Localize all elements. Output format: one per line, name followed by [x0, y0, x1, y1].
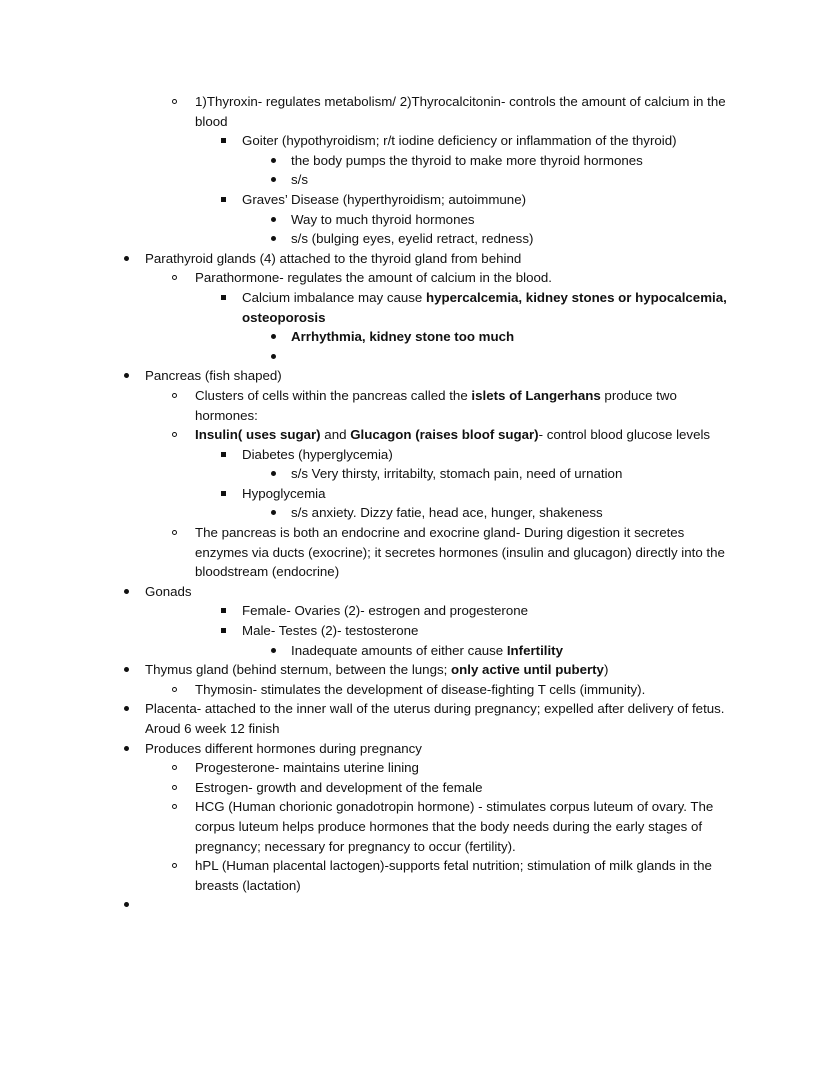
bullet-square-icon: [221, 601, 226, 621]
bullet-disc-icon: [124, 699, 129, 719]
outline-item-text: [195, 425, 730, 445]
text-run-bold: Infertility: [506, 642, 564, 658]
text-run: Thymus gland (behind sternum, between the lungs;: [145, 662, 452, 678]
outline-item-text: [242, 131, 730, 151]
outline-item: [0, 386, 828, 425]
outline-item: [0, 131, 828, 151]
outline-item: [0, 523, 828, 582]
outline-item: [0, 249, 828, 269]
outline-item: [0, 92, 828, 131]
text-run: s/s: [291, 172, 308, 188]
outline-item-text: [291, 641, 730, 661]
outline-item-text: [145, 660, 730, 680]
outline-note-list: [0, 92, 828, 915]
bullet-circle-icon: [172, 386, 177, 406]
outline-item: [0, 503, 828, 523]
text-run: Pancreas (fish shaped): [145, 368, 282, 384]
bullet-circle-icon: [172, 778, 177, 798]
outline-item-text: [195, 386, 730, 425]
text-run: Female- Ovaries (2)- estrogen and progesterone: [242, 603, 529, 619]
outline-item: [0, 484, 828, 504]
outline-item: [0, 229, 828, 249]
text-run: Gonads: [145, 583, 192, 599]
outline-item-text: [195, 268, 730, 288]
bullet-circle-icon: [172, 797, 177, 817]
text-run-bold: Insulin( uses sugar): [195, 427, 321, 443]
outline-item: [0, 268, 828, 288]
text-run: Parathyroid glands (4) attached to the thyroid gland from behind: [145, 250, 522, 266]
outline-item-text: [242, 621, 730, 641]
outline-item-text: [291, 464, 730, 484]
text-run: and: [320, 427, 351, 443]
outline-item-text: [291, 347, 730, 367]
outline-item: [0, 778, 828, 798]
text-run: s/s Very thirsty, irritabilty, stomach pain, need of urnation: [291, 466, 623, 482]
text-run: Parathormone- regulates the amount of calcium in the blood.: [195, 270, 553, 286]
outline-item-text: [145, 739, 730, 759]
text-run: s/s (bulging eyes, eyelid retract, redness): [291, 231, 534, 247]
outline-item-text: [291, 229, 730, 249]
outline-item: [0, 464, 828, 484]
outline-item-text: [291, 327, 730, 347]
bullet-circle-icon: [172, 92, 177, 112]
bullet-disc-icon: [124, 582, 129, 602]
outline-item: [0, 660, 828, 680]
outline-item: [0, 151, 828, 171]
outline-item-text: [195, 797, 730, 856]
outline-item: [0, 170, 828, 190]
outline-item-text: [291, 503, 730, 523]
text-run: Way to much thyroid hormones: [291, 211, 475, 227]
bullet-square-icon: [221, 190, 226, 210]
outline-item-text: [242, 445, 730, 465]
bullet-disc-icon: [271, 229, 276, 249]
outline-item: [0, 366, 828, 386]
outline-item-text: [242, 601, 730, 621]
outline-item: [0, 739, 828, 759]
outline-item: [0, 288, 828, 327]
outline-item: [0, 327, 828, 347]
bullet-disc-icon: [124, 739, 129, 759]
outline-item-text: [195, 92, 730, 131]
outline-item-text: [145, 582, 730, 602]
text-run: Clusters of cells within the pancreas called the: [195, 387, 472, 403]
outline-item: [0, 680, 828, 700]
text-run: HCG (Human chorionic gonadotropin hormone) - stimulates corpus luteum of ovary. The corpus luteum helps produce hormones that the body needs during the early stages of pregnancy; necessary for pregnancy to occur (fertility).: [195, 799, 714, 854]
outline-item-text: [242, 288, 730, 327]
outline-item-text: [242, 190, 730, 210]
bullet-circle-icon: [172, 523, 177, 543]
outline-item-text: [195, 778, 730, 798]
bullet-disc-icon: [271, 210, 276, 230]
outline-item-text: [145, 895, 730, 915]
text-run-bold: hypercalcemia, kidney stones or hypocalcemia, osteoporosis: [242, 289, 727, 325]
text-run: hPL (Human placental lactogen)-supports fetal nutrition; stimulation of milk glands in the breasts (lactation): [195, 858, 712, 893]
outline-item: [0, 699, 828, 738]
bullet-disc-icon: [271, 170, 276, 190]
outline-item-text: [195, 523, 730, 582]
bullet-disc-icon: [271, 327, 276, 347]
text-run: Hypoglycemia: [242, 485, 326, 501]
outline-item: [0, 601, 828, 621]
outline-item-text: [195, 856, 730, 895]
bullet-disc-icon: [124, 249, 129, 269]
text-run: Goiter (hypothyroidism; r/t iodine deficiency or inflammation of the thyroid): [242, 133, 677, 149]
outline-item: [0, 210, 828, 230]
text-run: produce two hormones:: [195, 387, 677, 423]
outline-item-text: [291, 170, 730, 190]
bullet-circle-icon: [172, 268, 177, 288]
outline-item-text: [291, 151, 730, 171]
bullet-square-icon: [221, 484, 226, 504]
text-run-bold: Glucagon (raises bloof sugar): [350, 427, 539, 443]
outline-item: [0, 856, 828, 895]
outline-item: [0, 895, 828, 915]
outline-item: [0, 190, 828, 210]
outline-item-text: [145, 249, 730, 269]
bullet-square-icon: [221, 445, 226, 465]
outline-item-text: [242, 484, 730, 504]
text-run: Placenta- attached to the inner wall of the uterus during pregnancy; expelled after delivery of fetus. Aroud 6 week 12 finish: [145, 701, 725, 736]
bullet-disc-icon: [271, 464, 276, 484]
bullet-circle-icon: [172, 856, 177, 876]
outline-item: [0, 758, 828, 778]
outline-item: [0, 347, 828, 367]
outline-item: [0, 445, 828, 465]
text-run-bold: islets of Langerhans: [471, 387, 601, 403]
text-run-bold: Arrhythmia, kidney stone too much: [291, 329, 515, 345]
outline-item-text: [145, 699, 730, 738]
bullet-circle-icon: [172, 680, 177, 700]
bullet-disc-icon: [271, 347, 276, 367]
bullet-disc-icon: [271, 151, 276, 171]
bullet-square-icon: [221, 131, 226, 151]
outline-item-text: [195, 758, 730, 778]
text-run: Thymosin- stimulates the development of disease-fighting T cells (immunity).: [195, 681, 646, 697]
bullet-square-icon: [221, 621, 226, 641]
outline-item-text: [145, 366, 730, 386]
bullet-disc-icon: [124, 660, 129, 680]
outline-item-text: [195, 680, 730, 700]
outline-item: [0, 621, 828, 641]
bullet-disc-icon: [271, 503, 276, 523]
text-run: Diabetes (hyperglycemia): [242, 446, 393, 462]
outline-item: [0, 582, 828, 602]
text-run: Produces different hormones during pregnancy: [145, 740, 422, 756]
text-run: Progesterone- maintains uterine lining: [195, 760, 419, 776]
text-run: s/s anxiety. Dizzy fatie, head ace, hunger, shakeness: [291, 505, 603, 521]
text-run: - control blood glucose levels: [538, 427, 711, 443]
outline-item: [0, 797, 828, 856]
text-run: Graves’ Disease (hyperthyroidism; autoimmune): [242, 191, 527, 207]
text-run-bold: only active until puberty: [451, 662, 604, 678]
text-run: the body pumps the thyroid to make more thyroid hormones: [291, 152, 643, 168]
outline-item: [0, 425, 828, 445]
bullet-circle-icon: [172, 425, 177, 445]
outline-item-text: [291, 210, 730, 230]
text-run: Inadequate amounts of either cause: [291, 642, 507, 658]
text-run: Male- Testes (2)- testosterone: [242, 623, 419, 639]
text-run: Estrogen- growth and development of the female: [195, 779, 483, 795]
text-run: ): [603, 662, 609, 678]
text-run: The pancreas is both an endocrine and exocrine gland- During digestion it secretes enzymes via ducts (exocrine); it secretes hormones (insulin and glucagon) directly into the bloodstream (endocrine): [195, 525, 725, 580]
bullet-disc-icon: [271, 641, 276, 661]
text-run: 1)Thyroxin- regulates metabolism/ 2)Thyrocalcitonin- controls the amount of calcium in the blood: [195, 94, 726, 129]
text-run: Calcium imbalance may cause: [242, 289, 427, 305]
bullet-circle-icon: [172, 758, 177, 778]
bullet-disc-icon: [124, 366, 129, 386]
outline-item: [0, 641, 828, 661]
bullet-disc-icon: [124, 895, 129, 915]
bullet-square-icon: [221, 288, 226, 308]
